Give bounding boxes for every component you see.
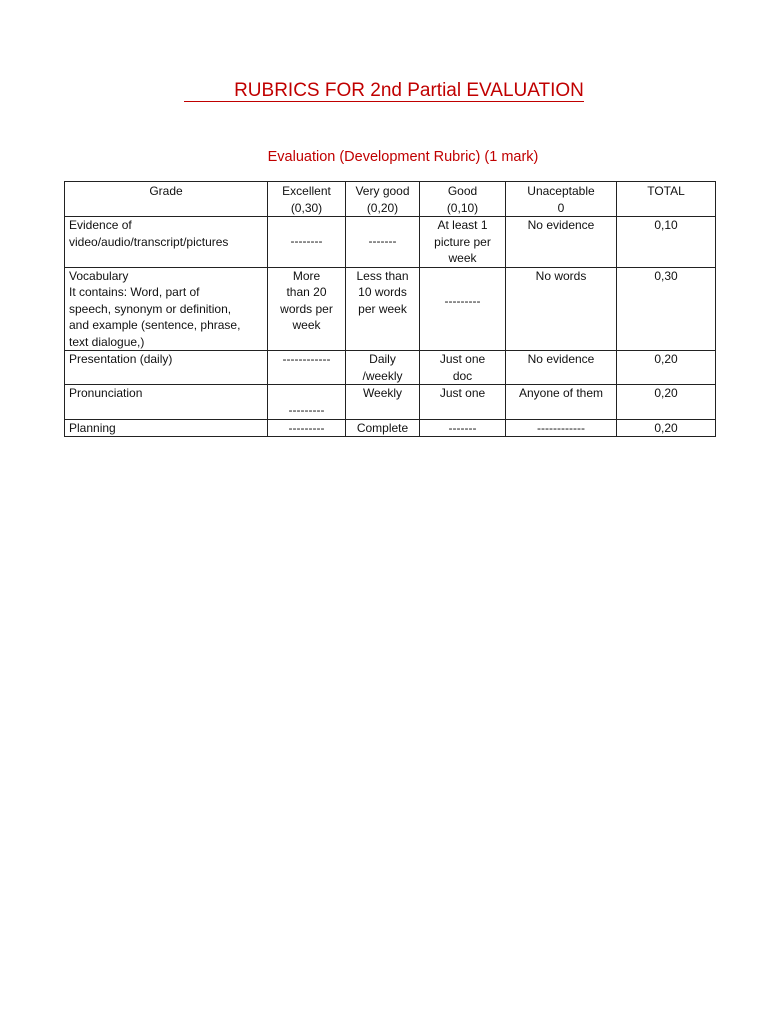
cell-vocabulary-good: ---------	[420, 267, 506, 351]
cell-vocabulary-very-good: Less than 10 words per week	[346, 267, 420, 351]
cell-planning-excellent: ---------	[268, 419, 346, 437]
cell-pronunciation-good: Just one	[420, 385, 506, 420]
header-grade: Grade	[65, 182, 268, 217]
rubric-subtitle	[0, 147, 768, 167]
criterion-evidence: Evidence of video/audio/transcript/pictures	[65, 217, 268, 268]
document-title	[0, 78, 768, 104]
cell-vocabulary-unacceptable: No words	[506, 267, 617, 351]
document-title-text: RUBRICS FOR 2nd Partial EVALUATION	[234, 80, 584, 101]
rubric-subtitle-text: Evaluation (Development Rubric) (1 mark)	[267, 149, 539, 165]
cell-evidence-total: 0,10	[617, 217, 716, 268]
cell-evidence-excellent: --------	[268, 217, 346, 268]
criterion-planning: Planning	[65, 419, 268, 437]
cell-presentation-excellent: ------------	[268, 351, 346, 385]
header-unacceptable: Unaceptable 0	[506, 182, 617, 217]
cell-planning-total: 0,20	[617, 419, 716, 437]
cell-presentation-very-good: Daily /weekly	[346, 351, 420, 385]
criterion-vocabulary: Vocabulary It contains: Word, part of speech, synonym or definition, and example (sentence, phrase, text dialogue,)	[65, 267, 268, 351]
cell-pronunciation-total: 0,20	[617, 385, 716, 420]
cell-presentation-good: Just one doc	[420, 351, 506, 385]
cell-vocabulary-excellent: More than 20 words per week	[268, 267, 346, 351]
table-row	[65, 351, 716, 385]
header-good: Good (0,10)	[420, 182, 506, 217]
cell-pronunciation-excellent: ---------	[268, 385, 346, 420]
cell-presentation-total: 0,20	[617, 351, 716, 385]
cell-planning-very-good: Complete	[346, 419, 420, 437]
table-row	[65, 217, 716, 268]
header-excellent: Excellent (0,30)	[268, 182, 346, 217]
cell-vocabulary-total: 0,30	[617, 267, 716, 351]
criterion-presentation: Presentation (daily)	[65, 351, 268, 385]
cell-evidence-good: At least 1 picture per week	[420, 217, 506, 268]
rubric-table	[64, 181, 716, 437]
cell-evidence-very-good: -------	[346, 217, 420, 268]
cell-planning-good: -------	[420, 419, 506, 437]
criterion-pronunciation: Pronunciation	[65, 385, 268, 420]
table-row	[65, 385, 716, 420]
header-very-good: Very good (0,20)	[346, 182, 420, 217]
cell-pronunciation-unacceptable: Anyone of them	[506, 385, 617, 420]
table-header-row	[65, 182, 716, 217]
cell-pronunciation-very-good: Weekly	[346, 385, 420, 420]
header-total: TOTAL	[617, 182, 716, 217]
table-row	[65, 267, 716, 351]
cell-planning-unacceptable: ------------	[506, 419, 617, 437]
cell-presentation-unacceptable: No evidence	[506, 351, 617, 385]
table-row	[65, 419, 716, 437]
cell-evidence-unacceptable: No evidence	[506, 217, 617, 268]
